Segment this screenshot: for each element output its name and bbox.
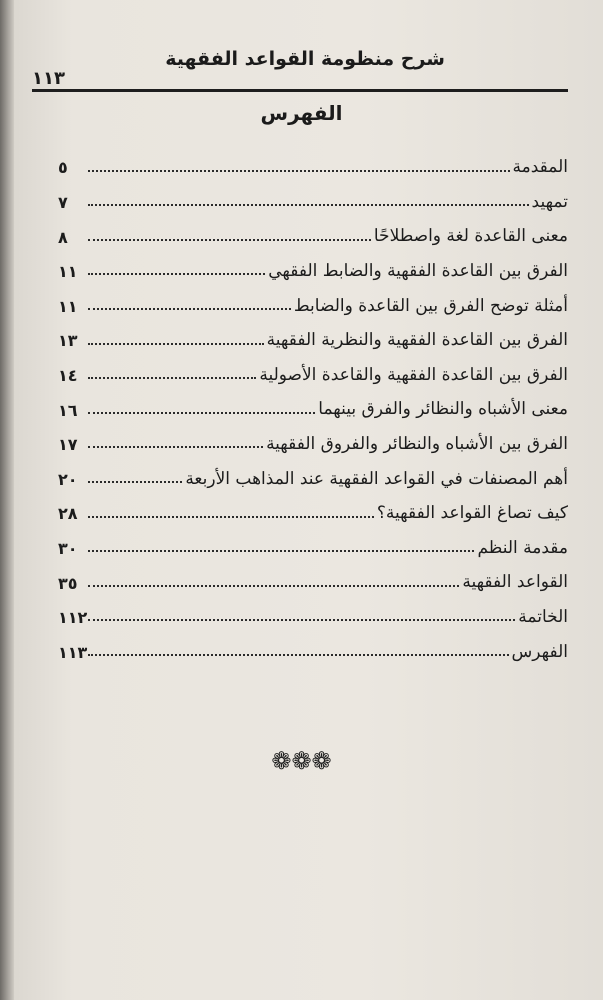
toc-leader-dots — [88, 308, 291, 310]
toc-leader-dots — [88, 481, 182, 483]
toc-entry — [58, 420, 568, 455]
toc-entry — [58, 454, 568, 489]
toc-entry-title: الفرق بين القاعدة الفقهية والنظرية الفقهية — [266, 330, 568, 351]
toc-entry-page: ٨ — [58, 227, 68, 247]
toc-leader-dots — [88, 170, 510, 172]
toc-entry-title: الفرق بين القاعدة الفقهية والضابط الفقهي — [268, 260, 568, 281]
toc-leader-dots — [88, 585, 459, 587]
toc-entry-title: القواعد الفقهية — [462, 572, 568, 593]
toc-entry-title: الخاتمة — [518, 606, 568, 627]
toc-entry-title: الفهرس — [511, 641, 568, 662]
running-title: شرح منظومة القواعد الفقهية — [165, 48, 445, 70]
toc-entry-title: مقدمة النظم — [477, 537, 568, 558]
toc-leader-dots — [88, 412, 315, 414]
toc-entry-page: ١٦ — [58, 400, 78, 420]
toc-entry-page: ٢٠ — [58, 469, 78, 489]
toc-entry-title: أهم المصنفات في القواعد الفقهية عند المذاهب الأربعة — [185, 468, 568, 489]
toc-leader-dots — [88, 343, 264, 345]
toc-entry-title: كيف تصاغ القواعد الفقهية؟ — [376, 503, 568, 524]
toc-entry — [58, 247, 568, 282]
toc-entry-page: ١١ — [58, 262, 78, 282]
toc-leader-dots — [88, 204, 529, 206]
page-number: ١١٣ — [32, 68, 65, 89]
toc-leader-dots — [88, 654, 509, 656]
toc-entry-page: ١٤ — [58, 365, 78, 385]
toc-entry — [58, 524, 568, 559]
toc-leader-dots — [88, 273, 265, 275]
toc-leader-dots — [88, 619, 515, 621]
toc-entry — [58, 489, 568, 524]
toc-entry — [58, 385, 568, 420]
toc-entry — [58, 178, 568, 213]
toc-entry-page: ١٣ — [58, 331, 78, 351]
toc-entry — [58, 593, 568, 628]
toc-entry — [58, 558, 568, 593]
toc-entry-title: المقدمة — [512, 157, 568, 178]
toc-entry-page: ٢٨ — [58, 504, 78, 524]
toc-entry-title: تمهيد — [531, 191, 568, 212]
toc-entry-page: ١٧ — [58, 435, 78, 455]
toc-entry — [58, 316, 568, 351]
toc-entry — [58, 143, 568, 178]
toc-leader-dots — [88, 446, 263, 448]
toc-entry-page: ٧ — [58, 193, 68, 212]
toc-entry-page: ٥ — [58, 158, 68, 178]
toc-leader-dots — [88, 377, 256, 379]
toc-entry-page: ١١٣ — [58, 642, 88, 662]
header-rule — [32, 89, 568, 92]
toc-entry-title: أمثلة توضح الفرق بين القاعدة والضابط — [293, 295, 568, 316]
page-binding-edge — [0, 0, 14, 1000]
toc-entry — [58, 212, 568, 247]
toc-entry-title: الفرق بين الأشباه والنظائر والفروق الفقهية — [266, 433, 568, 454]
toc-leader-dots — [88, 516, 374, 518]
toc-entry — [58, 281, 568, 316]
toc-entry — [58, 351, 568, 386]
toc-entry-title: معنى القاعدة لغة واصطلاحًا — [373, 226, 568, 247]
toc-entry-page: ١١ — [58, 296, 78, 316]
toc-leader-dots — [88, 550, 474, 552]
toc-entry-title: معنى الأشباه والنظائر والفرق بينهما — [318, 399, 568, 420]
table-of-contents — [58, 143, 568, 662]
toc-leader-dots — [88, 239, 371, 241]
toc-entry-page: ١١٢ — [58, 608, 88, 628]
toc-entry-title: الفرق بين القاعدة الفقهية والقاعدة الأصولية — [259, 364, 568, 385]
toc-entry-page: ٣٥ — [58, 573, 78, 593]
ornament-flourish-icon: ❁❁❁ — [271, 747, 332, 775]
toc-entry — [58, 627, 568, 662]
index-title: الفهرس — [260, 101, 343, 125]
toc-entry-page: ٣٠ — [58, 538, 78, 558]
